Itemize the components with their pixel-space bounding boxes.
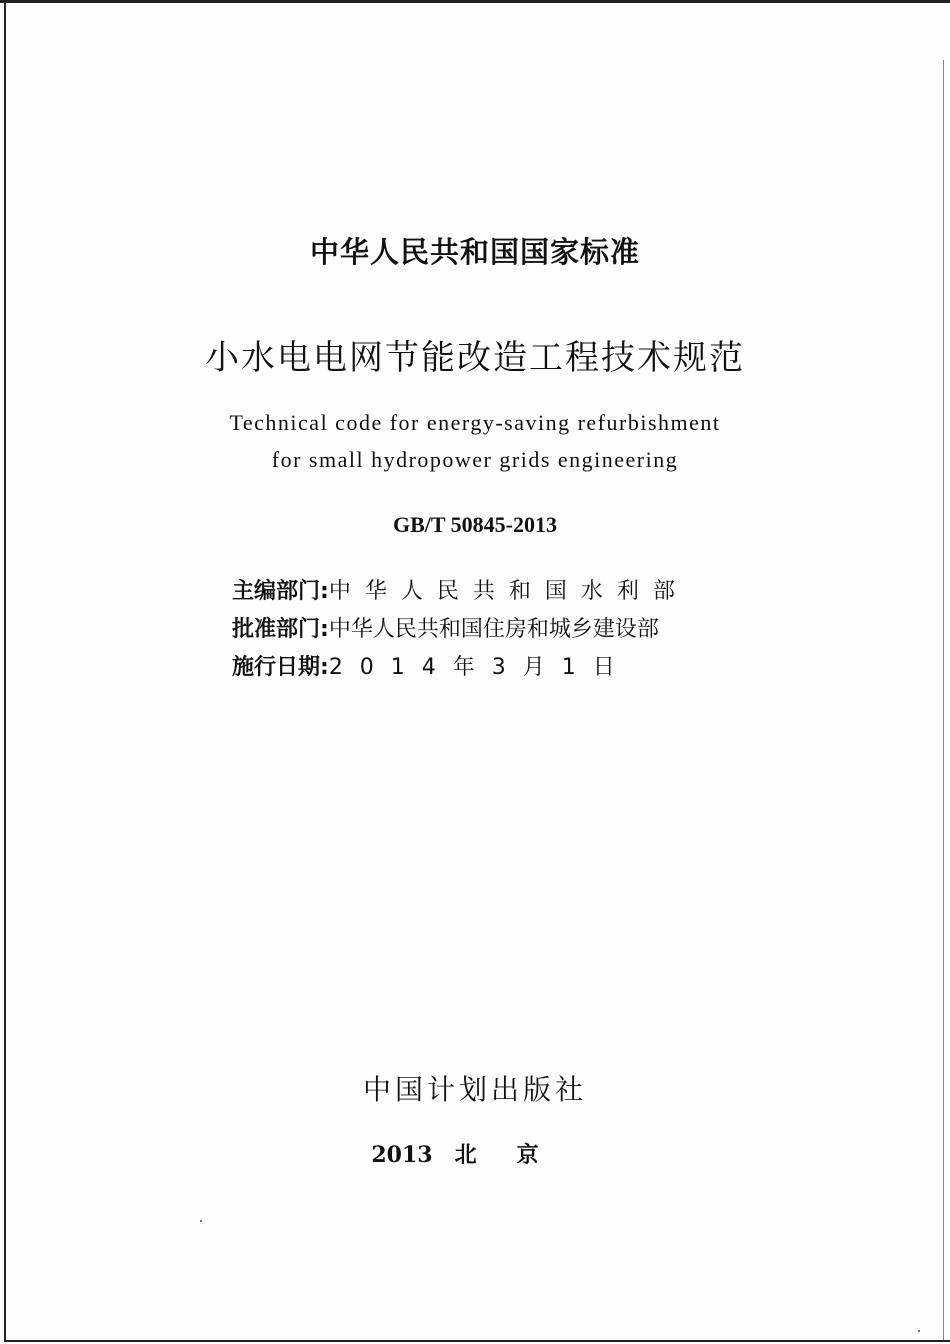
publication-city: 北京 — [454, 1142, 579, 1168]
document-title-chinese: 小水电电网节能改造工程技术规范 — [205, 338, 745, 378]
publisher-name: 中国计划出版社 — [362, 1073, 587, 1106]
document-title-english-line-2: for small hydropower grids engineering — [271, 447, 679, 472]
page-border-top — [0, 0, 950, 3]
effective-date-value: 2014年3月1日 — [328, 655, 632, 680]
editor-department-value: 中华人民共和国水利部 — [328, 579, 689, 604]
effective-date-row — [232, 650, 732, 681]
standard-code: GB/T 50845-2013 — [392, 512, 557, 537]
editor-department-label: 主编部门: — [232, 579, 329, 604]
publication-year: 2013 — [371, 1142, 433, 1168]
scan-speck — [918, 1330, 920, 1332]
publication-line — [0, 1138, 950, 1169]
approver-department-label: 批准部门: — [232, 617, 329, 642]
page-border-bottom — [4, 1340, 950, 1342]
scan-speck — [200, 1220, 202, 1222]
approver-department-row — [232, 612, 732, 643]
editor-department-row — [232, 574, 732, 605]
approver-department-value: 中华人民共和国住房和城乡建设部 — [328, 617, 659, 642]
document-title-english-line-1: Technical code for energy-saving refurbishment — [229, 410, 721, 435]
standard-series-heading: 中华人民共和国国家标准 — [309, 235, 640, 269]
effective-date-label: 施行日期: — [232, 655, 329, 680]
